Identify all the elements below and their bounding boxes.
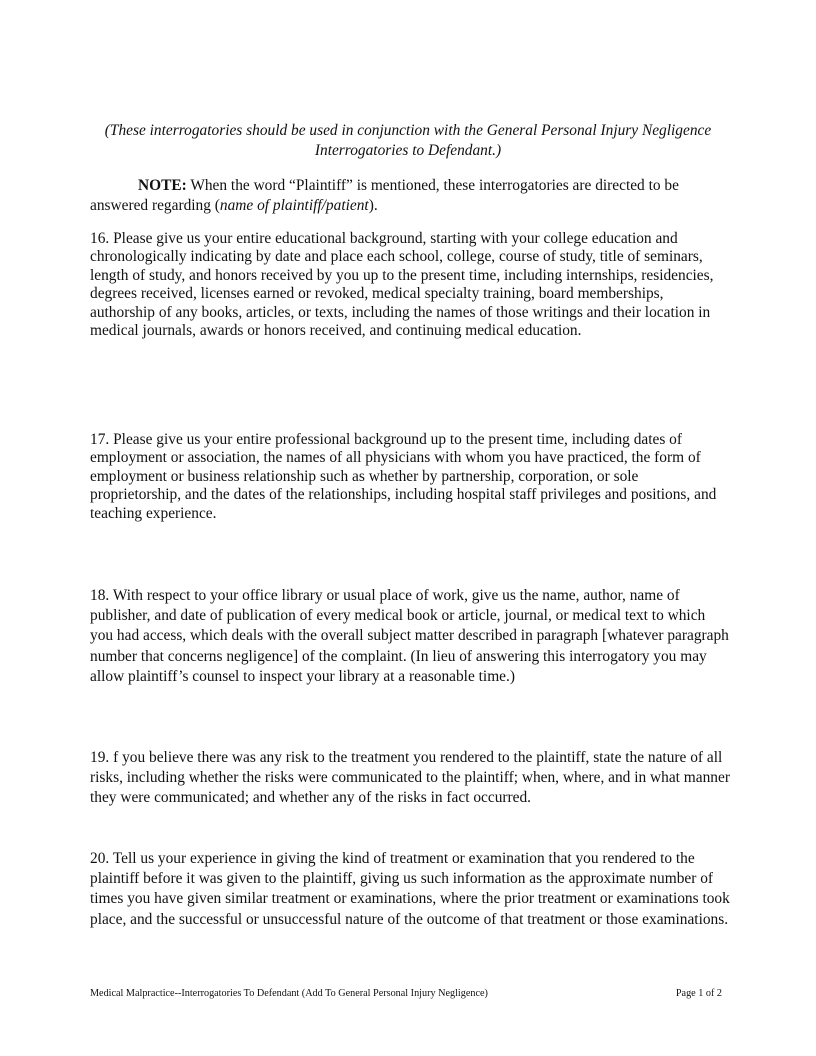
interrogatory-18: [90, 586, 730, 687]
note-label: NOTE:: [138, 177, 187, 194]
note-text: When the word “Plaintiff” is mentioned, these interrogatories are directed to be answered regarding (: [90, 177, 679, 214]
question-text: Please give us your entire educational background, starting with your college education and chronologically indicating by date and place each school, college, course of study, title of seminars, length of study, and honors received by you up to the present time, including internships, residencies, degrees received, licenses earned or revoked, medical specialty training, board memberships, authorship of any books, articles, or texts, including the names of those writings and their location in medical journals, awards or honors received, and continuing medical education.: [90, 230, 714, 340]
note-paragraph: [90, 176, 726, 215]
question-number: 17.: [90, 431, 110, 448]
plaintiff-placeholder: name of plaintiff/patient: [219, 196, 369, 214]
note-text-end: ).: [368, 196, 378, 214]
question-text: Tell us your experience in giving the kind of treatment or examination that you rendered to the plaintiff before it was given to the plaintiff, giving us such information as the approximate number of times you have given similar treatment or examinations, where the prior treatment or examinations took place, and the successful or unsuccessful nature of the outcome of that treatment or those examinations.: [90, 850, 730, 928]
question-number: 19.: [90, 749, 110, 766]
interrogatory-19: [90, 748, 730, 809]
question-number: 20.: [90, 850, 110, 867]
question-text: f you believe there was any risk to the treatment you rendered to the plaintiff, state the nature of all risks, including whether the risks were communicated to the plaintiff; when, where, and in what manner they were communicated; and whether any of the risks in fact occurred.: [90, 749, 730, 807]
interrogatory-16: [90, 230, 730, 340]
interrogatory-20: [90, 849, 730, 930]
question-number: 18.: [90, 587, 110, 604]
footer-title: Medical Malpractice--Interrogatories To Defendant (Add To General Personal Injury Negligence): [90, 988, 488, 999]
page-number: Page 1 of 2: [675, 988, 722, 999]
question-number: 16.: [90, 230, 110, 247]
question-text: With respect to your office library or usual place of work, give us the name, author, name of publisher, and date of publication of every medical book or article, journal, or medical text to which you had access, which deals with the overall subject matter described in paragraph [whatever paragraph number that concerns negligence] of the complaint. (In lieu of answering this interrogatory you may allow plaintiff’s counsel to inspect your library at a reasonable time.): [90, 587, 729, 685]
intro-instruction: (These interrogatories should be used in conjunction with the General Personal Injury Negligence Interrogatories to Defendant.): [104, 122, 712, 159]
interrogatory-17: [90, 431, 730, 523]
page-footer: [90, 987, 722, 1000]
question-text: Please give us your entire professional background up to the present time, including dates of employment or association, the names of all physicians with whom you have practiced, the form of employment or business relationship such as whether by partnership, corporation, or sole proprietorship, and the dates of the relationships, including hospital staff privileges and positions, and teaching experience.: [90, 431, 717, 522]
